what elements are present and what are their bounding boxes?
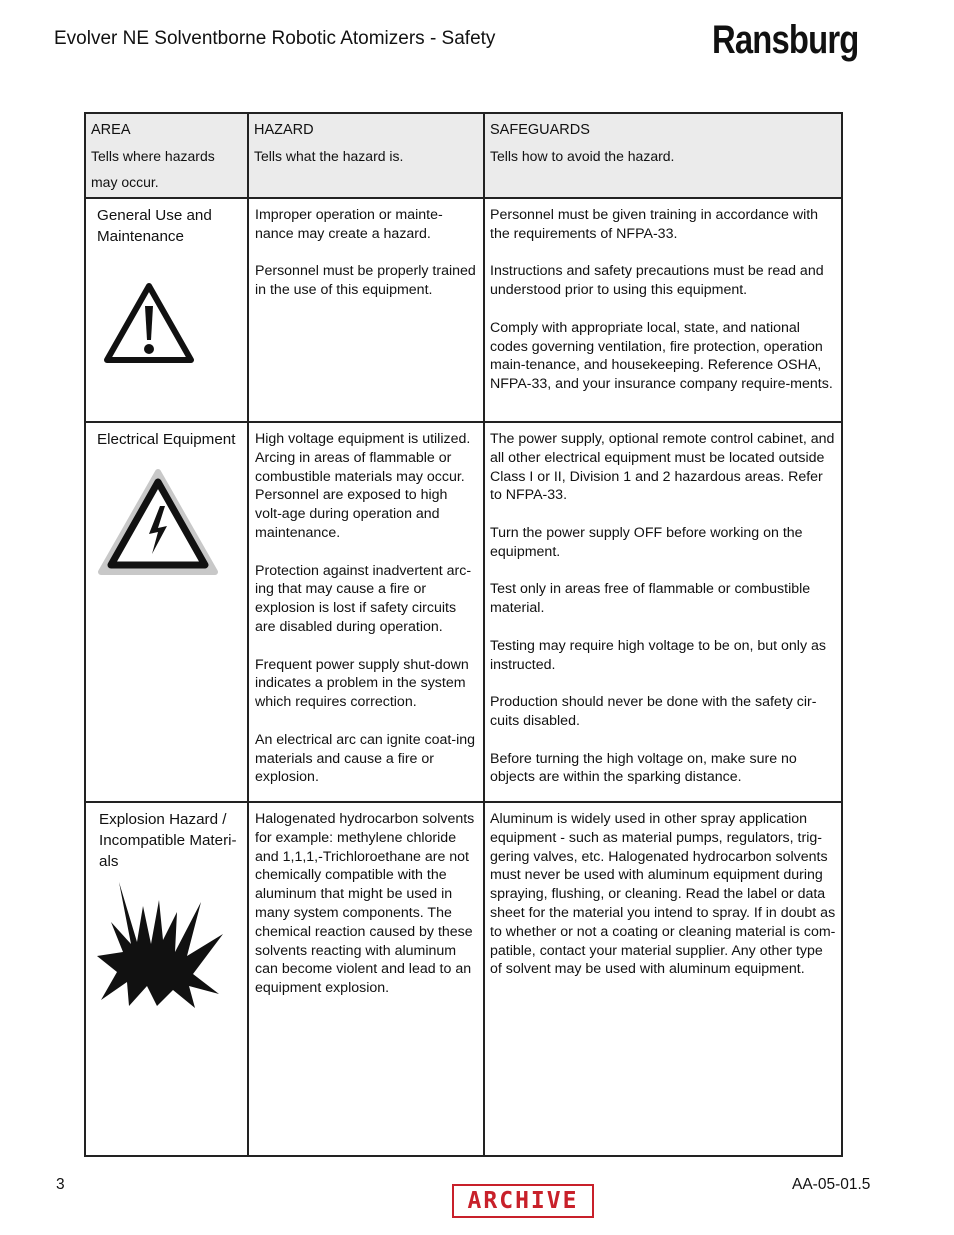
column-description: Tells how to avoid the hazard. <box>490 148 675 164</box>
column-description: Tells what the hazard is. <box>254 148 404 164</box>
document-title: Evolver NE Solventborne Robotic Atomizers - Safety <box>54 28 496 49</box>
column-label: AREA <box>91 122 131 138</box>
area-cell <box>85 422 248 802</box>
safeguard-paragraph: Turn the power supply OFF before working on the equipment. <box>490 524 803 560</box>
table-row <box>85 422 842 802</box>
area-label: Electrical Equipment <box>97 431 236 448</box>
table-header-row <box>85 113 842 198</box>
brand-logo: Ransburg <box>712 18 859 62</box>
hazard-paragraph: High voltage equipment is utilized. Arcing in areas of flammable or combustible materials may occur. Personnel are exposed to high volt-age during operation and maintenance. <box>255 431 471 541</box>
area-cell <box>85 198 248 422</box>
safety-table <box>84 112 843 1157</box>
safeguard-paragraph: Comply with appropriate local, state, and national codes governing ventilation, fire protection, operation main-tenance, and housekeeping. Reference OSHA, NFPA-33, and your insurance company require-ments. <box>490 319 833 393</box>
hazard-paragraph: Frequent power supply shut-down indicates a problem in the system which requires correction. <box>255 656 469 711</box>
hazard-paragraph: Improper operation or mainte-nance may create a hazard. <box>255 207 443 242</box>
table-row <box>85 198 842 422</box>
warning-exclamation-icon <box>103 282 241 372</box>
document-number: AA-05-01.5 <box>792 1176 871 1193</box>
area-cell <box>85 802 248 1156</box>
column-description: Tells where hazards may occur. <box>91 148 215 190</box>
safeguard-paragraph: Test only in areas free of flammable or combustible material. <box>490 581 811 617</box>
hazard-cell <box>248 198 484 422</box>
safeguard-paragraph: The power supply, optional remote control cabinet, and all other electrical equipment must be located outside Class I or II, Division 1 and 2 hazardous areas. Refer to NFPA-33. <box>490 431 835 504</box>
hazard-cell <box>248 802 484 1156</box>
column-header-hazard <box>248 113 484 198</box>
area-label: Explosion Hazard / Incompatible Materi-als <box>99 811 237 870</box>
hazard-cell <box>248 422 484 802</box>
safeguard-paragraph: Production should never be done with the safety cir-cuits disabled. <box>490 694 817 729</box>
safeguard-paragraph: Before turning the high voltage on, make sure no objects are within the sparking distance. <box>490 750 797 786</box>
column-label: HAZARD <box>254 122 314 138</box>
safeguard-paragraph: Aluminum is widely used in other spray application equipment - such as material pumps, regulators, trig-gering valves, etc. Halogenated hydrocarbon solvents must never be used with aluminum equipment during spraying, flushing, or cleaning. Read the label or data sheet for the material you intend to spray. If in doubt as to whether or not a coating or cleaning material is com-patible, contact your material supplier. Any other type of solvent may be used with aluminum equipment. <box>490 811 836 978</box>
safeguards-cell <box>484 198 842 422</box>
explosion-icon <box>97 882 247 1016</box>
safeguards-cell <box>484 802 842 1156</box>
column-label: SAFEGUARDS <box>490 122 590 138</box>
area-label: General Use and Maintenance <box>97 207 212 245</box>
safeguards-cell <box>484 422 842 802</box>
safeguard-paragraph: Personnel must be given training in accordance with the requirements of NFPA-33. <box>490 207 819 242</box>
page-number: 3 <box>56 1176 65 1193</box>
hazard-paragraph: An electrical arc can ignite coat-ing materials and cause a fire or explosion. <box>255 731 476 786</box>
safeguard-paragraph: Instructions and safety precautions must be read and understood prior to using this equipment. <box>490 263 824 299</box>
safeguard-paragraph: Testing may require high voltage to be on, but only as instructed. <box>490 637 826 673</box>
table-row <box>85 802 842 1156</box>
hazard-paragraph: Protection against inadvertent arc-ing that may cause a fire or explosion is lost if safety circuits are disabled during operation. <box>255 562 472 635</box>
high-voltage-icon <box>97 468 241 584</box>
hazard-paragraph: Halogenated hydrocarbon solvents for example: methylene chloride and 1,1,1,-Trichloroethane are not chemically compatible with the aluminum that might be used in many system components. The chemical reaction caused by these solvents reacting with aluminum can become violent and lead to an equipment explosion. <box>255 811 475 997</box>
column-header-area <box>85 113 248 198</box>
hazard-paragraph: Personnel must be properly trained in the use of this equipment. <box>255 263 476 299</box>
archive-stamp: ARCHIVE <box>452 1184 594 1218</box>
column-header-safeguards <box>484 113 842 198</box>
